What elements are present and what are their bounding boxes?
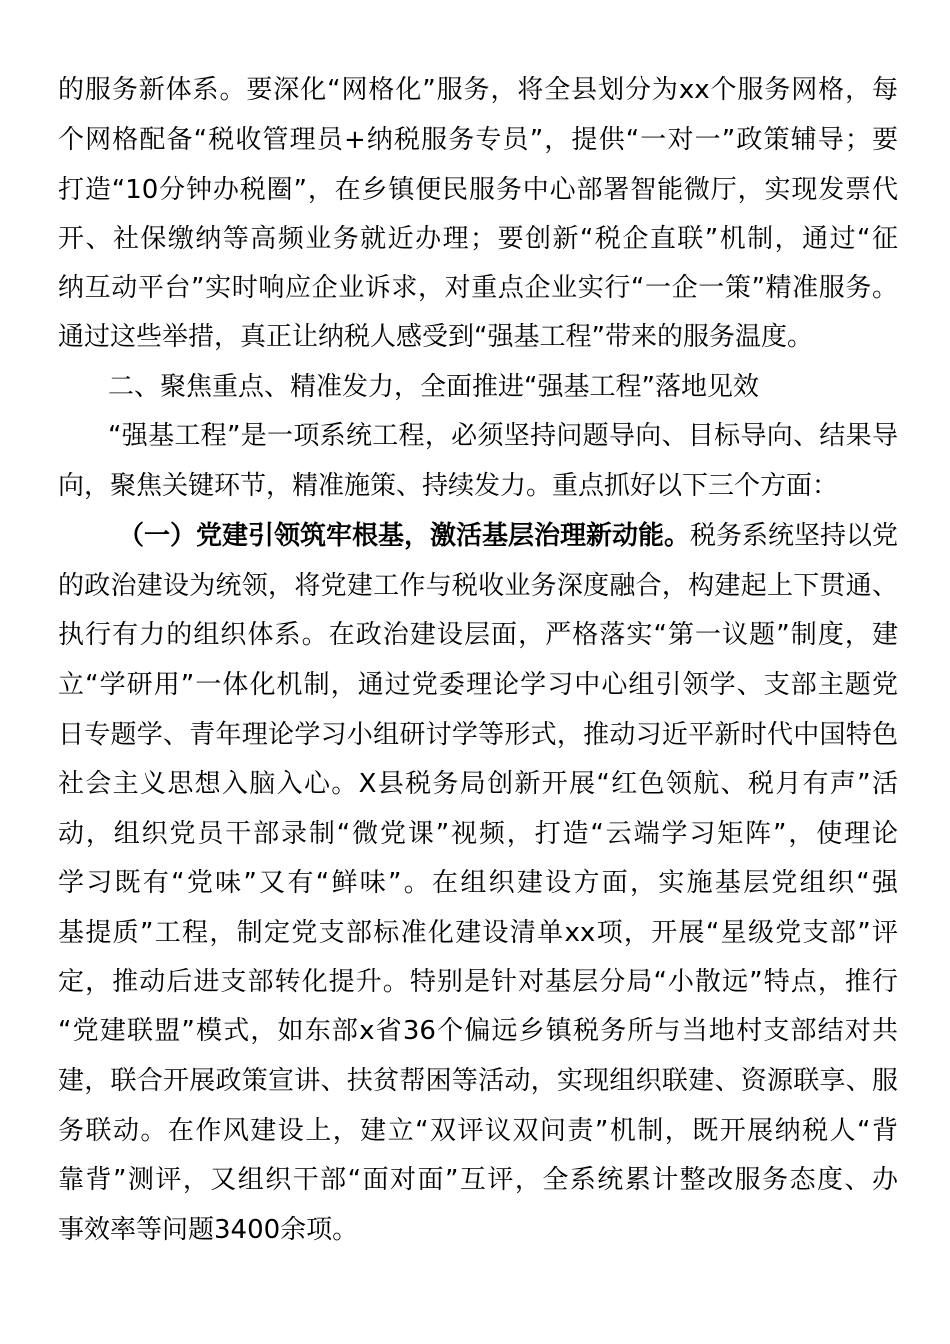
- text-line: 向，聚焦关键环节，精准施策、持续发力。重点抓好以下三个方面：: [58, 471, 839, 501]
- text-line: 社会主义思想入脑入心。X县税务局创新开展“红色领航、税月有声”活: [58, 769, 898, 799]
- section-heading: 二、聚焦重点、精准发力，全面推进“强基工程”落地见效: [108, 372, 759, 402]
- text-line: “党建联盟”模式，如东部x省36个偏远乡镇税务所与当地村支部结对共: [58, 1016, 898, 1046]
- text-line: 的政治建设为统领，将党建工作与税收业务深度融合，构建起上下贯通、: [58, 571, 898, 601]
- text-line: 基提质”工程，制定党支部标准化建设清单xx项，开展“星级党支部”评: [58, 918, 898, 948]
- text-line: 动，组织党员干部录制“微党课”视频，打造“云端学习矩阵”，使理论: [58, 819, 898, 849]
- subsection-first-line: [118, 516, 898, 556]
- text-line: “强基工程”是一项系统工程，必须坚持问题导向、目标导向、结果导: [108, 421, 898, 451]
- text-line: 学习既有“党味”又有“鲜味”。在组织建设方面，实施基层党组织“强: [58, 868, 898, 898]
- text-line: 个网格配备“税收管理员+纳税服务专员”，提供“一对一”政策辅导；要: [58, 125, 898, 155]
- text-line: 纳互动平台”实时响应企业诉求，对重点企业实行“一企一策”精准服务。: [58, 273, 898, 303]
- subsection-heading: （一）党建引领筑牢根基，激活基层治理新动能。: [118, 521, 691, 551]
- text-line: 定，推动后进支部转化提升。特别是针对基层分局“小散远”特点，推行: [58, 967, 898, 997]
- text-line: 务联动。在作风建设上，建立“双评议双问责”机制，既开展纳税人“背: [58, 1116, 898, 1146]
- text-line: 日专题学、青年理论学习小组研讨学等形式，推动习近平新时代中国特色: [58, 720, 898, 750]
- subsection-first-line-text: 税务系统坚持以党: [690, 521, 898, 551]
- text-line: 执行有力的组织体系。在政治建设层面，严格落实“第一议题”制度，建: [58, 620, 898, 650]
- text-line: 靠背”测评，又组织干部“面对面”互评，全系统累计整改服务态度、办: [58, 1165, 898, 1195]
- text-line: 打造“10分钟办税圈”，在乡镇便民服务中心部署智能微厅，实现发票代: [58, 175, 898, 205]
- text-line: 开、社保缴纳等高频业务就近办理；要创新“税企直联”机制，通过“征: [58, 224, 898, 254]
- text-line: 立“学研用”一体化机制，通过党委理论学习中心组引领学、支部主题党: [58, 670, 898, 700]
- text-line: 通过这些举措，真正让纳税人感受到“强基工程”带来的服务温度。: [58, 322, 813, 352]
- text-line: 的服务新体系。要深化“网格化”服务，将全县划分为xx个服务网格，每: [58, 75, 898, 105]
- text-line: 建，联合开展政策宣讲、扶贫帮困等活动，实现组织联建、资源联享、服: [58, 1066, 898, 1096]
- text-line: 事效率等问题3400余项。: [58, 1215, 359, 1245]
